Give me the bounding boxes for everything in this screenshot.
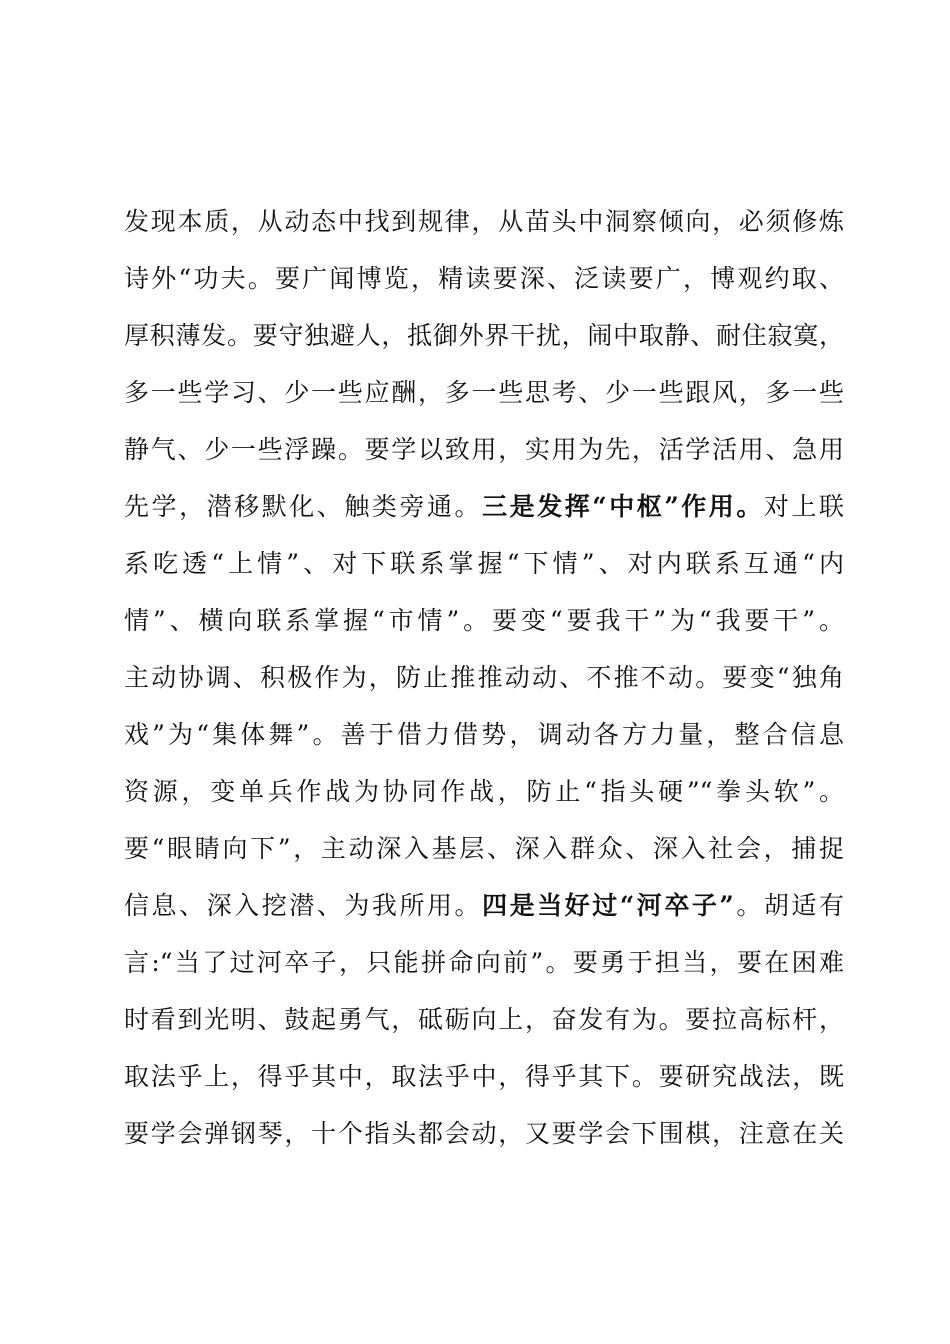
text-line: [124, 706, 844, 763]
text-line: [124, 763, 844, 820]
bold-heading: 四是当好过“河卒子”: [482, 891, 734, 920]
text-line: [124, 307, 844, 364]
body-paragraph: [124, 193, 844, 1162]
line-text: 要“眼睛向下”，主动深入基层、深入群众、深入社会，捕捉: [124, 834, 844, 863]
text-line: [124, 820, 844, 877]
line-text: 系吃透“上情”、对下联系掌握“下情”、对内联系互通“内: [124, 549, 844, 578]
bold-heading: 三是发挥“中枢”作用。: [482, 492, 764, 521]
line-text: 厚积薄发。要守独避人，抵御外界干扰，闹中取静、耐住寂寞，: [124, 321, 844, 350]
text-line: [124, 478, 844, 535]
text-line: [124, 1048, 844, 1105]
line-text: 。胡适有: [733, 891, 844, 920]
line-text: 取法乎上，得乎其中，取法乎中，得乎其下。要研究战法，既: [124, 1062, 844, 1091]
text-line: [124, 193, 844, 250]
text-line: [124, 592, 844, 649]
line-text: 主动协调、积极作为，防止推推动动、不推不动。要变“独角: [124, 663, 844, 692]
text-line: [124, 649, 844, 706]
line-text: 发现本质，从动态中找到规律，从苗头中洞察倾向，必须修炼: [124, 207, 844, 236]
line-text: 信息、深入挖潜、为我所用。: [124, 891, 483, 920]
line-text: 对上联: [763, 492, 844, 521]
line-text: 时看到光明、鼓起勇气，砥砺向上，奋发有为。要拉高标杆，: [124, 1005, 844, 1034]
text-line: [124, 421, 844, 478]
text-line: [124, 934, 844, 991]
line-text: 先学，潜移默化、触类旁通。: [124, 492, 483, 521]
text-line: [124, 877, 844, 934]
line-text: 言:“当了过河卒子，只能拼命向前”。要勇于担当，要在困难: [124, 948, 844, 977]
line-text: 多一些学习、少一些应酬，多一些思考、少一些跟风，多一些: [124, 378, 844, 407]
text-line: [124, 535, 844, 592]
line-text: 诗外“功夫。要广闻博览，精读要深、泛读要广，博观约取、: [124, 264, 844, 293]
text-line: [124, 364, 844, 421]
line-text: 静气、少一些浮躁。要学以致用，实用为先，活学活用、急用: [124, 435, 844, 464]
text-line: [124, 1105, 844, 1162]
line-text: 资源，变单兵作战为协同作战，防止“指头硬”“拳头软”。: [124, 777, 844, 806]
text-line: [124, 250, 844, 307]
line-text: 戏”为“集体舞”。善于借力借势，调动各方力量，整合信息: [124, 720, 844, 749]
text-line: [124, 991, 844, 1048]
line-text: 要学会弹钢琴，十个指头都会动，又要学会下围棋，注意在关: [124, 1119, 844, 1148]
line-text: 情”、横向联系掌握“市情”。要变“要我干”为“我要干”。: [124, 606, 844, 635]
